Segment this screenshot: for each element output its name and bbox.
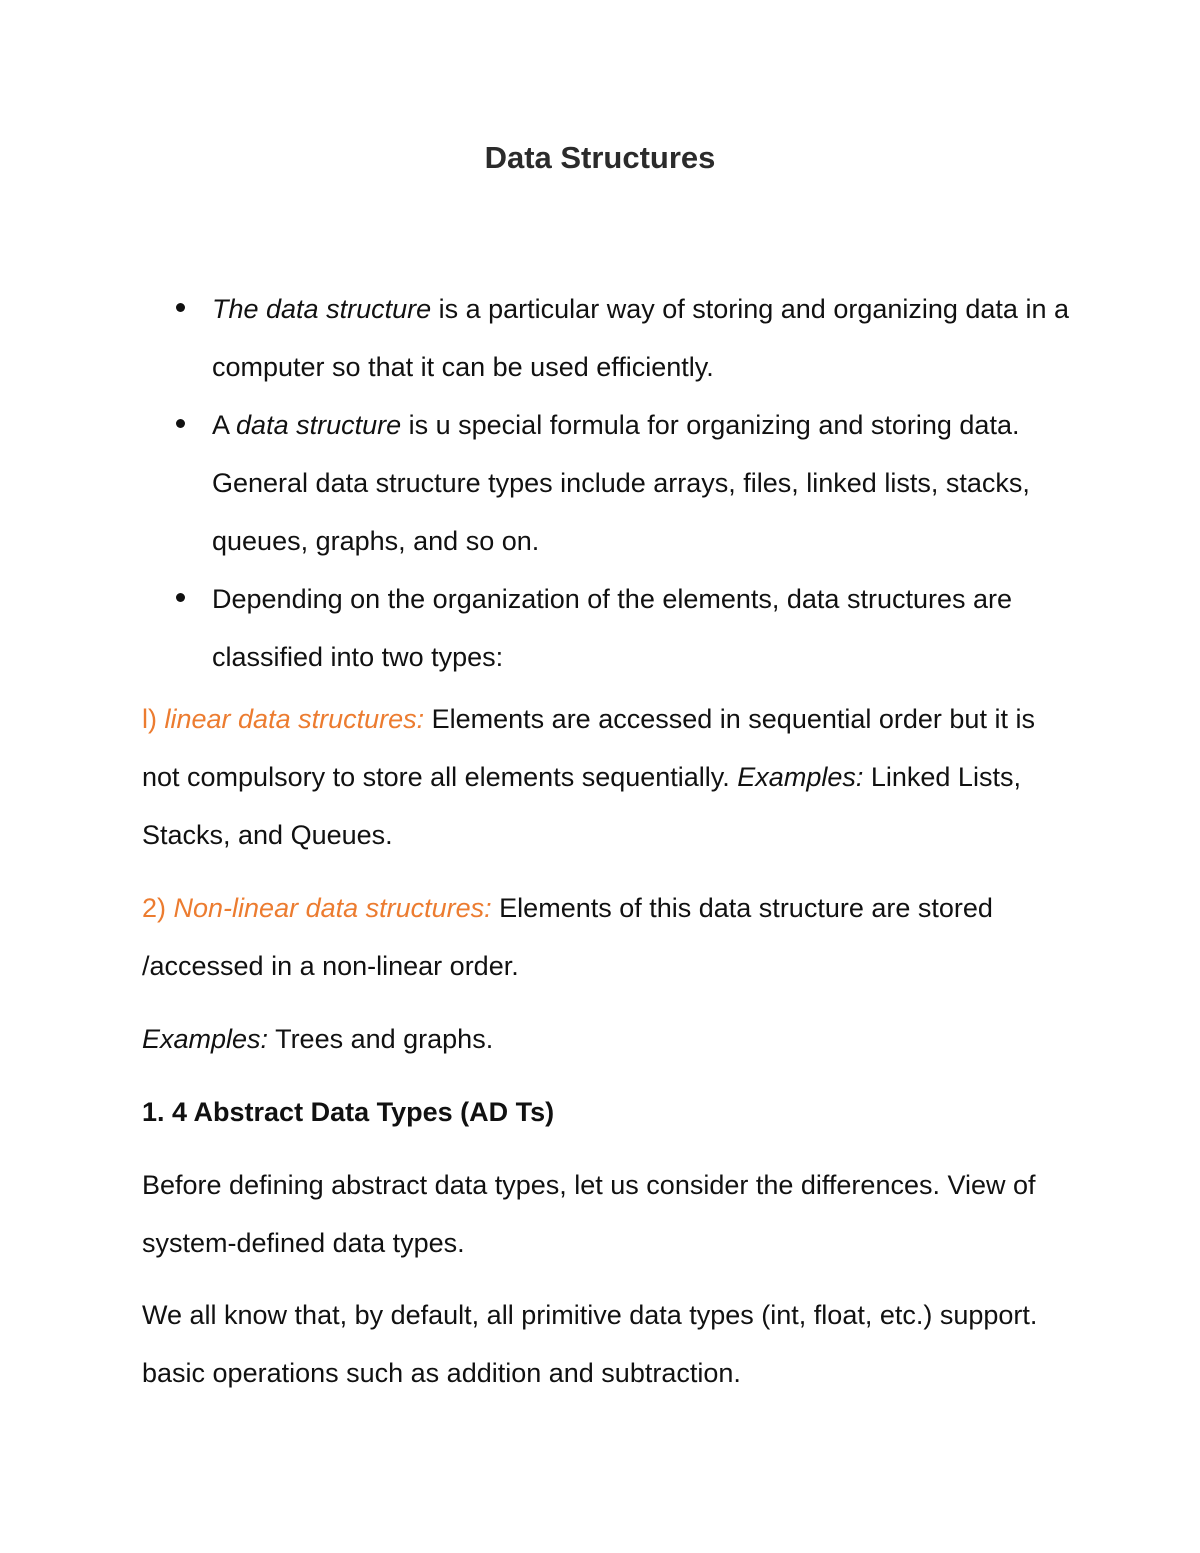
bullet-emphasis: The data structure — [212, 294, 432, 324]
nonlinear-examples-label: Examples: — [142, 1024, 269, 1054]
bullet-dot-icon — [176, 419, 185, 428]
bullet-list — [0, 280, 1200, 686]
nonlinear-examples-text: Trees and graphs. — [268, 1024, 494, 1054]
bullet-text: is u special formula for organizing and storing data. General data structure types include arrays, files, linked lists, stacks, queues, graphs, and so on. — [212, 410, 1030, 556]
nonlinear-text: Elements of this data structure are stored /accessed in a non-linear order. — [142, 893, 993, 981]
bullet-dot-icon — [176, 593, 185, 602]
linear-examples-text: Linked Lists, Stacks, and Queues. — [142, 762, 1021, 850]
bullet-item-definition — [0, 280, 1072, 396]
nonlinear-structures-paragraph — [142, 879, 1072, 995]
bullet-dot-icon — [176, 303, 185, 312]
bullet-emphasis: data structure — [236, 410, 402, 440]
linear-label: linear data structures: — [164, 704, 425, 734]
nonlinear-number: 2) — [142, 893, 174, 923]
bullet-item-formula — [0, 396, 1072, 570]
page-title: Data Structures — [484, 140, 716, 175]
linear-text: Elements are accessed in sequential order but it is not compulsory to store all elements sequentially. — [142, 704, 1035, 792]
linear-structures-paragraph — [142, 690, 1072, 864]
bullet-item-classification — [0, 570, 1072, 686]
primitive-types-paragraph: We all know that, by default, all primitive data types (int, float, etc.) support. basic operations such as addition and subtraction. — [142, 1300, 1038, 1388]
bullet-text: is a particular way of storing and organizing data in a computer so that it can be used efficiently. — [212, 294, 1069, 382]
linear-examples-label: Examples: — [737, 762, 864, 792]
nonlinear-examples-paragraph — [142, 1010, 1072, 1068]
bullet-text: Depending on the organization of the elements, data structures are classified into two types: — [212, 584, 1013, 672]
section-heading: 1. 4 Abstract Data Types (AD Ts) — [142, 1097, 555, 1127]
nonlinear-label: Non-linear data structures: — [173, 893, 492, 923]
abstract-types-paragraph: Before defining abstract data types, let us consider the differences. View of system-defined data types. — [142, 1170, 1036, 1258]
bullet-lead: A — [212, 410, 237, 440]
linear-number: l) — [142, 704, 165, 734]
